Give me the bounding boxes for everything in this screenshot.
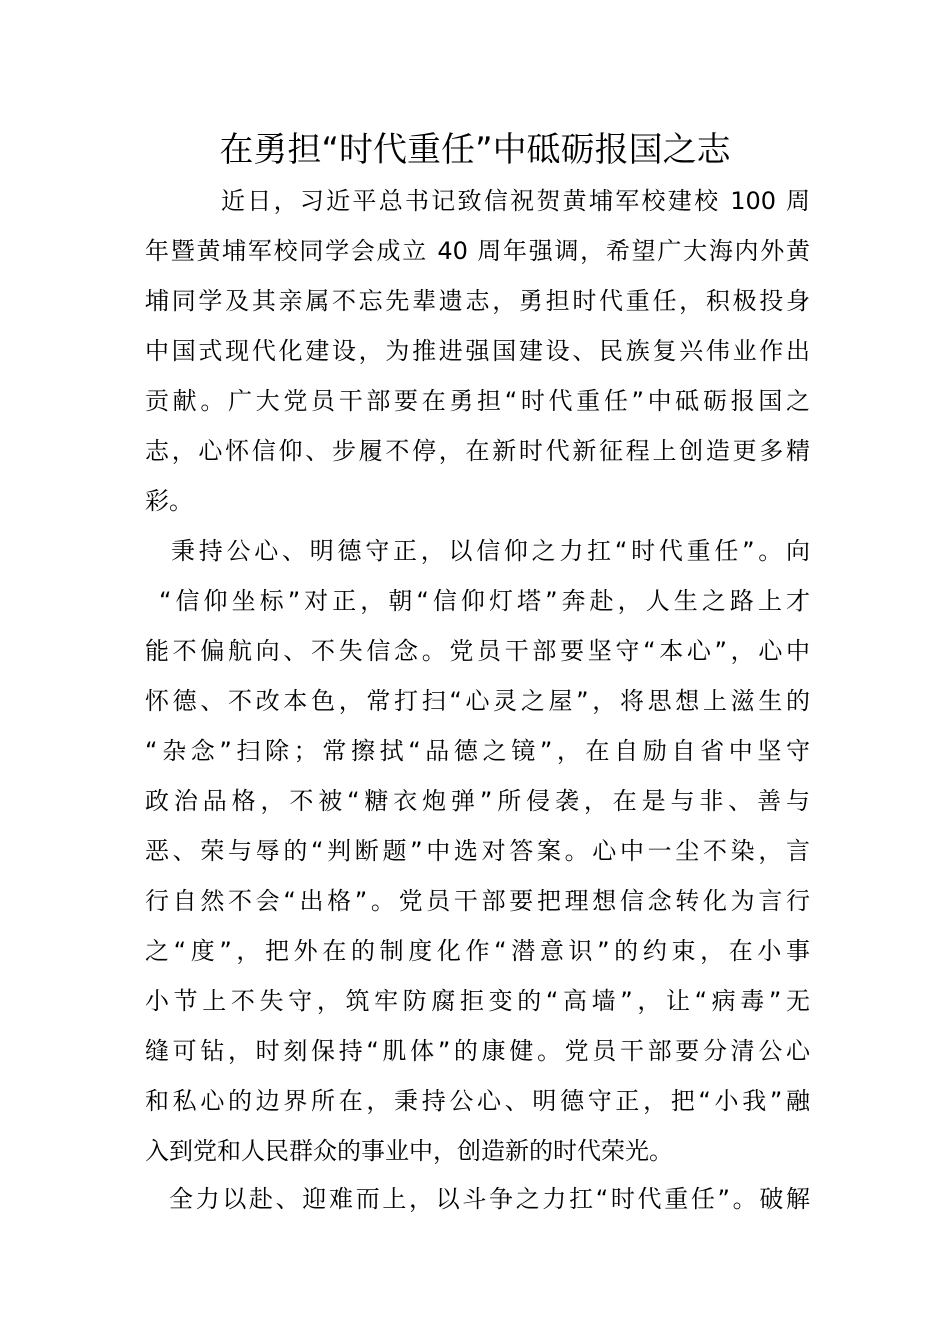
text-line: 入到党和人民群众的事业中，创造新的时代荣光。 <box>145 1137 673 1165</box>
text-line: 和私心的边界所在，秉持公心、明德守正，把“小我”融 <box>145 1087 810 1115</box>
text-line: 中国式现代化建设，为推进强国建设、民族复兴伟业作出 <box>145 337 810 365</box>
text-line: 全力以赴、迎难而上，以斗争之力扛“时代重任”。破解 <box>169 1185 810 1213</box>
text-line: 年暨黄埔军校同学会成立 40 周年强调，希望广大海内外黄 <box>145 237 810 265</box>
text-line: 彩。 <box>145 487 193 515</box>
paragraph-faith <box>145 526 810 1176</box>
text-line: “信仰坐标”对正，朝“信仰灯塔”奔赴，人生之路上才 <box>159 587 810 615</box>
text-line: 恶、荣与辱的“判断题”中选对答案。心中一尘不染，言 <box>145 837 810 865</box>
text-line: 志，心怀信仰、步履不停，在新时代新征程上创造更多精 <box>145 437 810 465</box>
text-line: 埔同学及其亲属不忘先辈遗志，勇担时代重任，积极投身 <box>145 287 810 315</box>
text-line: 之“度”，把外在的制度化作“潜意识”的约束，在小事 <box>145 937 810 965</box>
text-line: 缝可钻，时刻保持“肌体”的康健。党员干部要分清公心 <box>145 1037 810 1065</box>
text-line: 贡献。广大党员干部要在勇担“时代重任”中砥砺报国之 <box>145 387 810 415</box>
text-line: 怀德、不改本色，常打扫“心灵之屋”，将思想上滋生的 <box>145 687 810 715</box>
paragraph-intro <box>145 176 810 526</box>
text-line: 能不偏航向、不失信念。党员干部要坚守“本心”，心中 <box>145 637 810 665</box>
text-line: 秉持公心、明德守正，以信仰之力扛“时代重任”。向 <box>171 537 810 565</box>
text-line: 政治品格，不被“糖衣炮弹”所侵袭，在是与非、善与 <box>145 787 810 815</box>
text-line: 小节上不失守，筑牢防腐拒变的“高墙”，让“病毒”无 <box>145 987 810 1015</box>
text-line: 近日，习近平总书记致信祝贺黄埔军校建校 100 周 <box>221 187 810 215</box>
document-title: 在勇担“时代重任”中砥砺报国之志 <box>219 130 731 170</box>
text-line: “杂念”扫除；常擦拭“品德之镜”，在自励自省中坚守 <box>145 737 810 765</box>
text-line: 行自然不会“出格”。党员干部要把理想信念转化为言行 <box>145 887 810 915</box>
paragraph-struggle <box>145 1174 810 1224</box>
